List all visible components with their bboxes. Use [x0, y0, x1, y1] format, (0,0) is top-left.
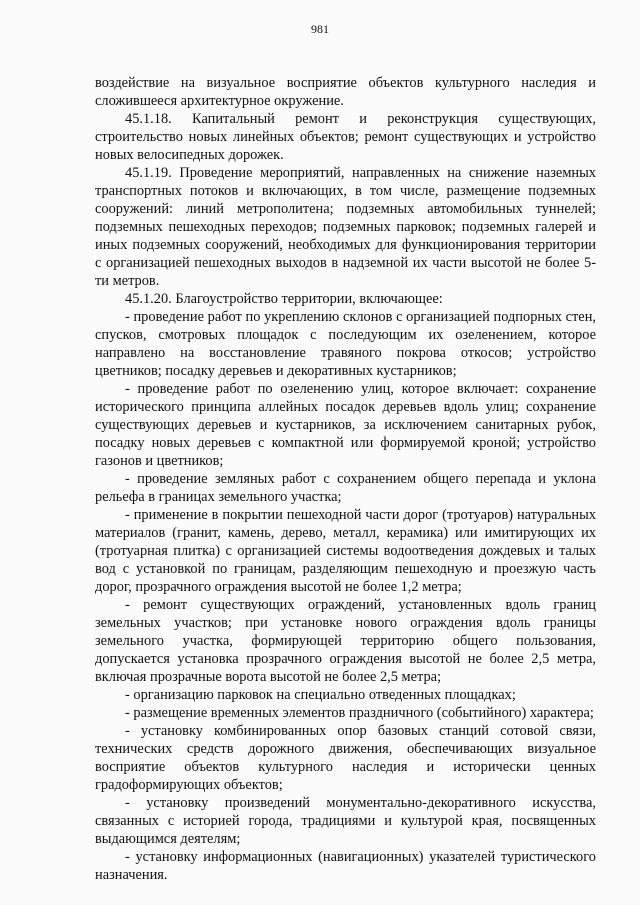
list-item-street-greening: - проведение работ по озеленению улиц, которое включает: сохранение исторического принципа аллейных посадок деревьев вдоль улиц; сохранение существующих деревьев и кустарников, за исключением санитарных рубок, посадку новых деревьев с компактной или формируемой кроной; устройство газонов и цветников; — [95, 381, 596, 469]
paragraph-45-1-19: 45.1.19. Проведение мероприятий, направленных на снижение наземных транспортных потоков и включающих, в том числе, размещение подземных сооружений: линий метрополитена; подземных автомобильных туннелей; подземных пешеходных переходов; подземных парковок; подземных галерей и иных подземных сооружений, необходимых для функционирования территории с организацией пешеходных выходов в надземной их части высотой не более 5-ти метров. — [95, 165, 596, 289]
list-item-fences: - ремонт существующих ограждений, установленных вдоль границ земельных участков; при установке нового ограждения вдоль границы земельного участка, формирующей территорию общего пользования, допускается установка прозрачного ограждения высотой не более 2,5 метра, включая прозрачные ворота высотой не более 2,5 метра; — [95, 597, 596, 685]
list-item-monuments: - установку произведений монументально-декоративного искусства, связанных с историей города, традициями и культурой края, посвященных выдающимся деятелям; — [95, 795, 596, 847]
list-item-parking: - организацию парковок на специально отведенных площадках; — [125, 687, 516, 703]
list-item-slopes: - проведение работ по укреплению склонов с организацией подпорных стен, спусков, смотровых площадок с последующим их озеленением, которое направлено на восстановление травяного покрова откосов; устройство цветников; посадку деревьев и декоративных кустарников; — [95, 309, 596, 379]
paragraph-45-1-18: 45.1.18. Капитальный ремонт и реконструкция существующих, строительство новых линейных объектов; ремонт существующих и устройство новых велосипедных дорожек. — [95, 111, 596, 163]
list-item-cell-towers: - установку комбинированных опор базовых станций сотовой связи, технических средств дорожного движения, обеспечивающих визуальное восприятие объектов культурного наследия и исторически ценных градоформирующих объектов; — [95, 723, 596, 793]
paragraph-45-1-20: 45.1.20. Благоустройство территории, включающее: — [125, 291, 443, 307]
list-item-earthworks: - проведение земляных работ с сохранением общего перепада и уклона рельефа в границах земельного участка; — [95, 471, 596, 505]
list-item-signage: - установку информационных (навигационных) указателей туристического назначения. — [95, 849, 596, 883]
page-number: 981 — [311, 22, 329, 36]
document-body — [95, 74, 596, 884]
list-item-paving: - применение в покрытии пешеходной части дорог (тротуаров) натуральных материалов (гранит, камень, дерево, металл, керамика) или имитирующих их (тротуарная плитка) с организацией системы водоотведения дождевых и талых вод с установкой по границам, разделяющим пешеходную и проезжую часть дорог, прозрачного ограждения высотой не более 1,2 метра; — [95, 507, 596, 595]
paragraph-continuation: воздействие на визуальное восприятие объектов культурного наследия и сложившееся архитектурное окружение. — [95, 75, 596, 109]
list-item-temporary-elements: - размещение временных элементов праздничного (событийного) характера; — [125, 705, 594, 721]
